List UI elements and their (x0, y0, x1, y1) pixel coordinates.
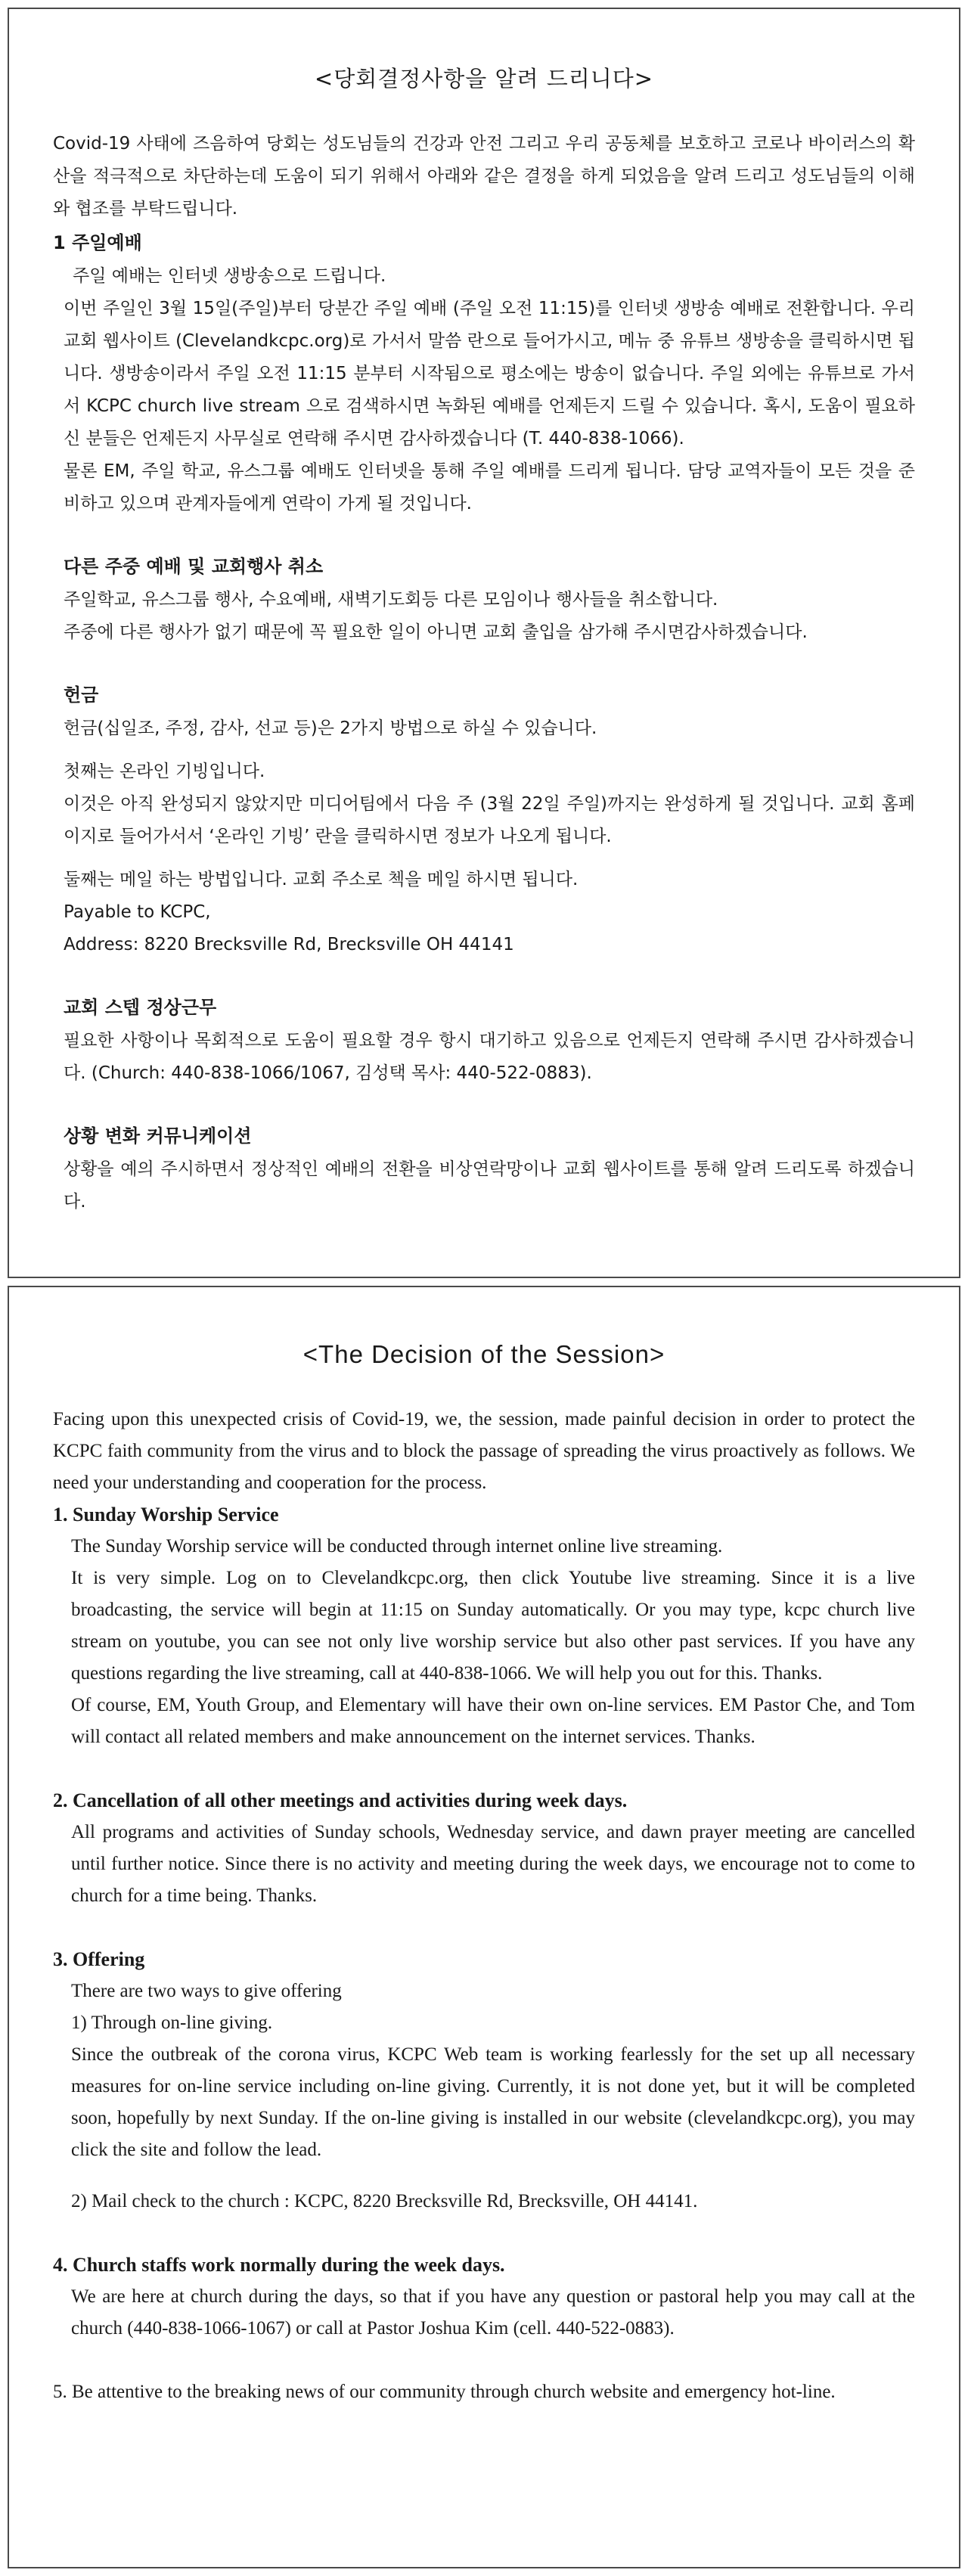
english-title: <The Decision of the Session> (302, 1340, 666, 1368)
korean-paragraph: Address: 8220 Brecksville Rd, Brecksville OH 44141 (64, 935, 514, 954)
korean-paragraph: 둘째는 메일 하는 방법입니다. 교회 주소로 첵을 메일 하시면 됩니다. (64, 870, 579, 889)
english-paragraph: It is very simple. Log on to Clevelandkcpc.org, then click Youtube live streaming. Since it is a live broadcasting, the service will begin at 11:15 on Sunday automatically. Or you may type, kcpc church live stream on youtube, you can see not only live worship service but also other past services. If you have any questions regarding the live streaming, call at 440-838-1066. We will help you out for this. Thanks. (71, 1568, 915, 1684)
korean-section-staff (53, 990, 915, 1090)
english-paragraph: 5. Be attentive to the breaking news of our community through church website and emergency hot-line. (53, 2382, 836, 2402)
english-notice-panel (8, 1286, 960, 2568)
korean-paragraph: 헌금(십일조, 주정, 감사, 선교 등)은 2가지 방법으로 하실 수 있습니다. (64, 718, 597, 738)
korean-notice-panel (8, 8, 960, 1278)
korean-paragraph: 주일 예배는 인터넷 생방송으로 드립니다. (73, 266, 386, 286)
korean-paragraph: 이번 주일인 3월 15일(주일)부터 당분간 주일 예배 (주일 오전 11:15)를 인터넷 생방송 예배로 전환합니다. 우리 교회 웹사이트 (Clevelandkcpc.org)로 가서서 말씀 란으로 들어가시고, 메뉴 중 유튜브 생방송을 클릭하시면 됩니다. 생방송이라서 주일 오전 11:15 분부터 시작됨으로 평소에는 방송이 없습니다. 주일 외에는 유튜브로 가서서 KCPC church live stream 으로 검색하시면 녹화된 예배를 언제든지 드릴 수 있습니다. 혹시, 도움이 필요하신 분들은 언제든지 사무실로 연락해 주시면 감사하겠습니다 (T. 440-838-1066). (64, 299, 915, 448)
korean-title: <당회결정사항을 알려 드리니다> (314, 66, 654, 92)
english-paragraph: Since the outbreak of the corona virus, KCPC Web team is working fearlessly for the set up all necessary measures for on-line service including on-line giving. Currently, it is not done yet, but it will be completed soon, hopefully by next Sunday. If the on-line giving is installed in our website (clevelandkcpc.org), you may click the site and follow the lead. (71, 2044, 915, 2160)
korean-section-cancellation (53, 549, 915, 649)
english-paragraph: Of course, EM, Youth Group, and Elementary will have their own on-line services. EM Pastor Che, and Tom will contact all related members and make announcement on the internet services. Thanks. (71, 1695, 915, 1747)
korean-paragraph: 주중에 다른 행사가 없기 때문에 꼭 필요한 일이 아니면 교회 출입을 삼가해 주시면감사하겠습니다. (64, 622, 808, 642)
korean-paragraph: Payable to KCPC, (64, 902, 211, 922)
korean-section-heading: 1 주일예배 (53, 232, 142, 253)
english-section-offering (53, 1944, 915, 2218)
korean-intro: Covid-19 사태에 즈음하여 당회는 성도님들의 건강과 안전 그리고 우리 공동체를 보호하고 코로나 바이러스의 확산을 적극적으로 차단하는데 도움이 되기 위해서 아래와 같은 결정을 하게 되었음을 알려 드리고 성도님들의 이해와 협조를 부탁드립니다. (53, 134, 915, 219)
english-paragraph: 2) Mail check to the church : KCPC, 8220 Brecksville Rd, Brecksville, OH 44141. (71, 2191, 698, 2211)
korean-section-heading: 헌금 (64, 684, 99, 706)
korean-paragraph: 필요한 사항이나 목회적으로 도움이 필요할 경우 항시 대기하고 있음으로 언제든지 연락해 주시면 감사하겠습니다. (Church: 440-838-1066/1067, 김성택 목사: 440-522-0883). (64, 1031, 915, 1083)
korean-paragraph: 이것은 아직 완성되지 않았지만 미디어팀에서 다음 주 (3월 22일 주일)까지는 완성하게 될 것입니다. 교회 홈페이지로 들어가서서 ‘온라인 기빙’ 란을 클릭하시면 정보가 나오게 됩니다. (64, 794, 915, 846)
korean-paragraph: 물론 EM, 주일 학교, 유스그룹 예배도 인터넷을 통해 주일 예배를 드리게 됩니다. 담당 교역자들이 모든 것을 준비하고 있으며 관계자들에게 연락이 가게 될 것입니다. (64, 461, 915, 514)
english-section-staff (53, 2249, 915, 2345)
korean-section-heading: 교회 스텝 정상근무 (64, 997, 217, 1018)
korean-section-offering (53, 678, 915, 961)
english-section-heading: 4. Church staffs work normally during the week days. (53, 2254, 505, 2276)
english-section-heading: 1. Sunday Worship Service (53, 1504, 279, 1525)
korean-paragraph: 주일학교, 유스그룹 행사, 수요예배, 새벽기도회등 다른 모임이나 행사들을 취소합니다. (64, 590, 718, 610)
english-paragraph: All programs and activities of Sunday schools, Wednesday service, and dawn prayer meeting are cancelled until further notice. Since there is no activity and meeting during the week days, we encourage not to come to church for a time being. Thanks. (71, 1822, 915, 1906)
korean-section-communication (53, 1119, 915, 1218)
english-paragraph: There are two ways to give offering (71, 1981, 342, 2001)
english-section-heading: 3. Offering (53, 1948, 145, 1970)
english-paragraph: 1) Through on-line giving. (71, 2013, 273, 2033)
korean-section-heading: 상황 변화 커뮤니케이션 (64, 1125, 252, 1147)
english-section-heading: 2. Cancellation of all other meetings and activities during week days. (53, 1789, 628, 1811)
english-intro: Facing upon this unexpected crisis of Covid-19, we, the session, made painful decision in order to protect the KCPC faith community from the virus and to block the passage of spreading the virus proactively as follows. We need your understanding and cooperation for the process. (53, 1409, 915, 1493)
korean-paragraph: 상황을 예의 주시하면서 정상적인 예배의 전환을 비상연락망이나 교회 웹사이트를 통해 알려 드리도록 하겠습니다. (64, 1159, 915, 1212)
english-paragraph: We are here at church during the days, so that if you have any question or pastoral help you may call at the church (440-838-1066-1067) or call at Pastor Joshua Kim (cell. 440-522-0883). (71, 2286, 915, 2339)
english-section-cancellation (53, 1785, 915, 1912)
korean-section-worship (53, 225, 915, 520)
english-paragraph: The Sunday Worship service will be conducted through internet online live streaming. (71, 1536, 723, 1556)
english-section-worship (53, 1499, 915, 1753)
english-section-communication (53, 2376, 915, 2408)
korean-paragraph: 첫째는 온라인 기빙입니다. (64, 762, 265, 781)
korean-section-heading: 다른 주중 예배 및 교회행사 취소 (64, 556, 324, 577)
